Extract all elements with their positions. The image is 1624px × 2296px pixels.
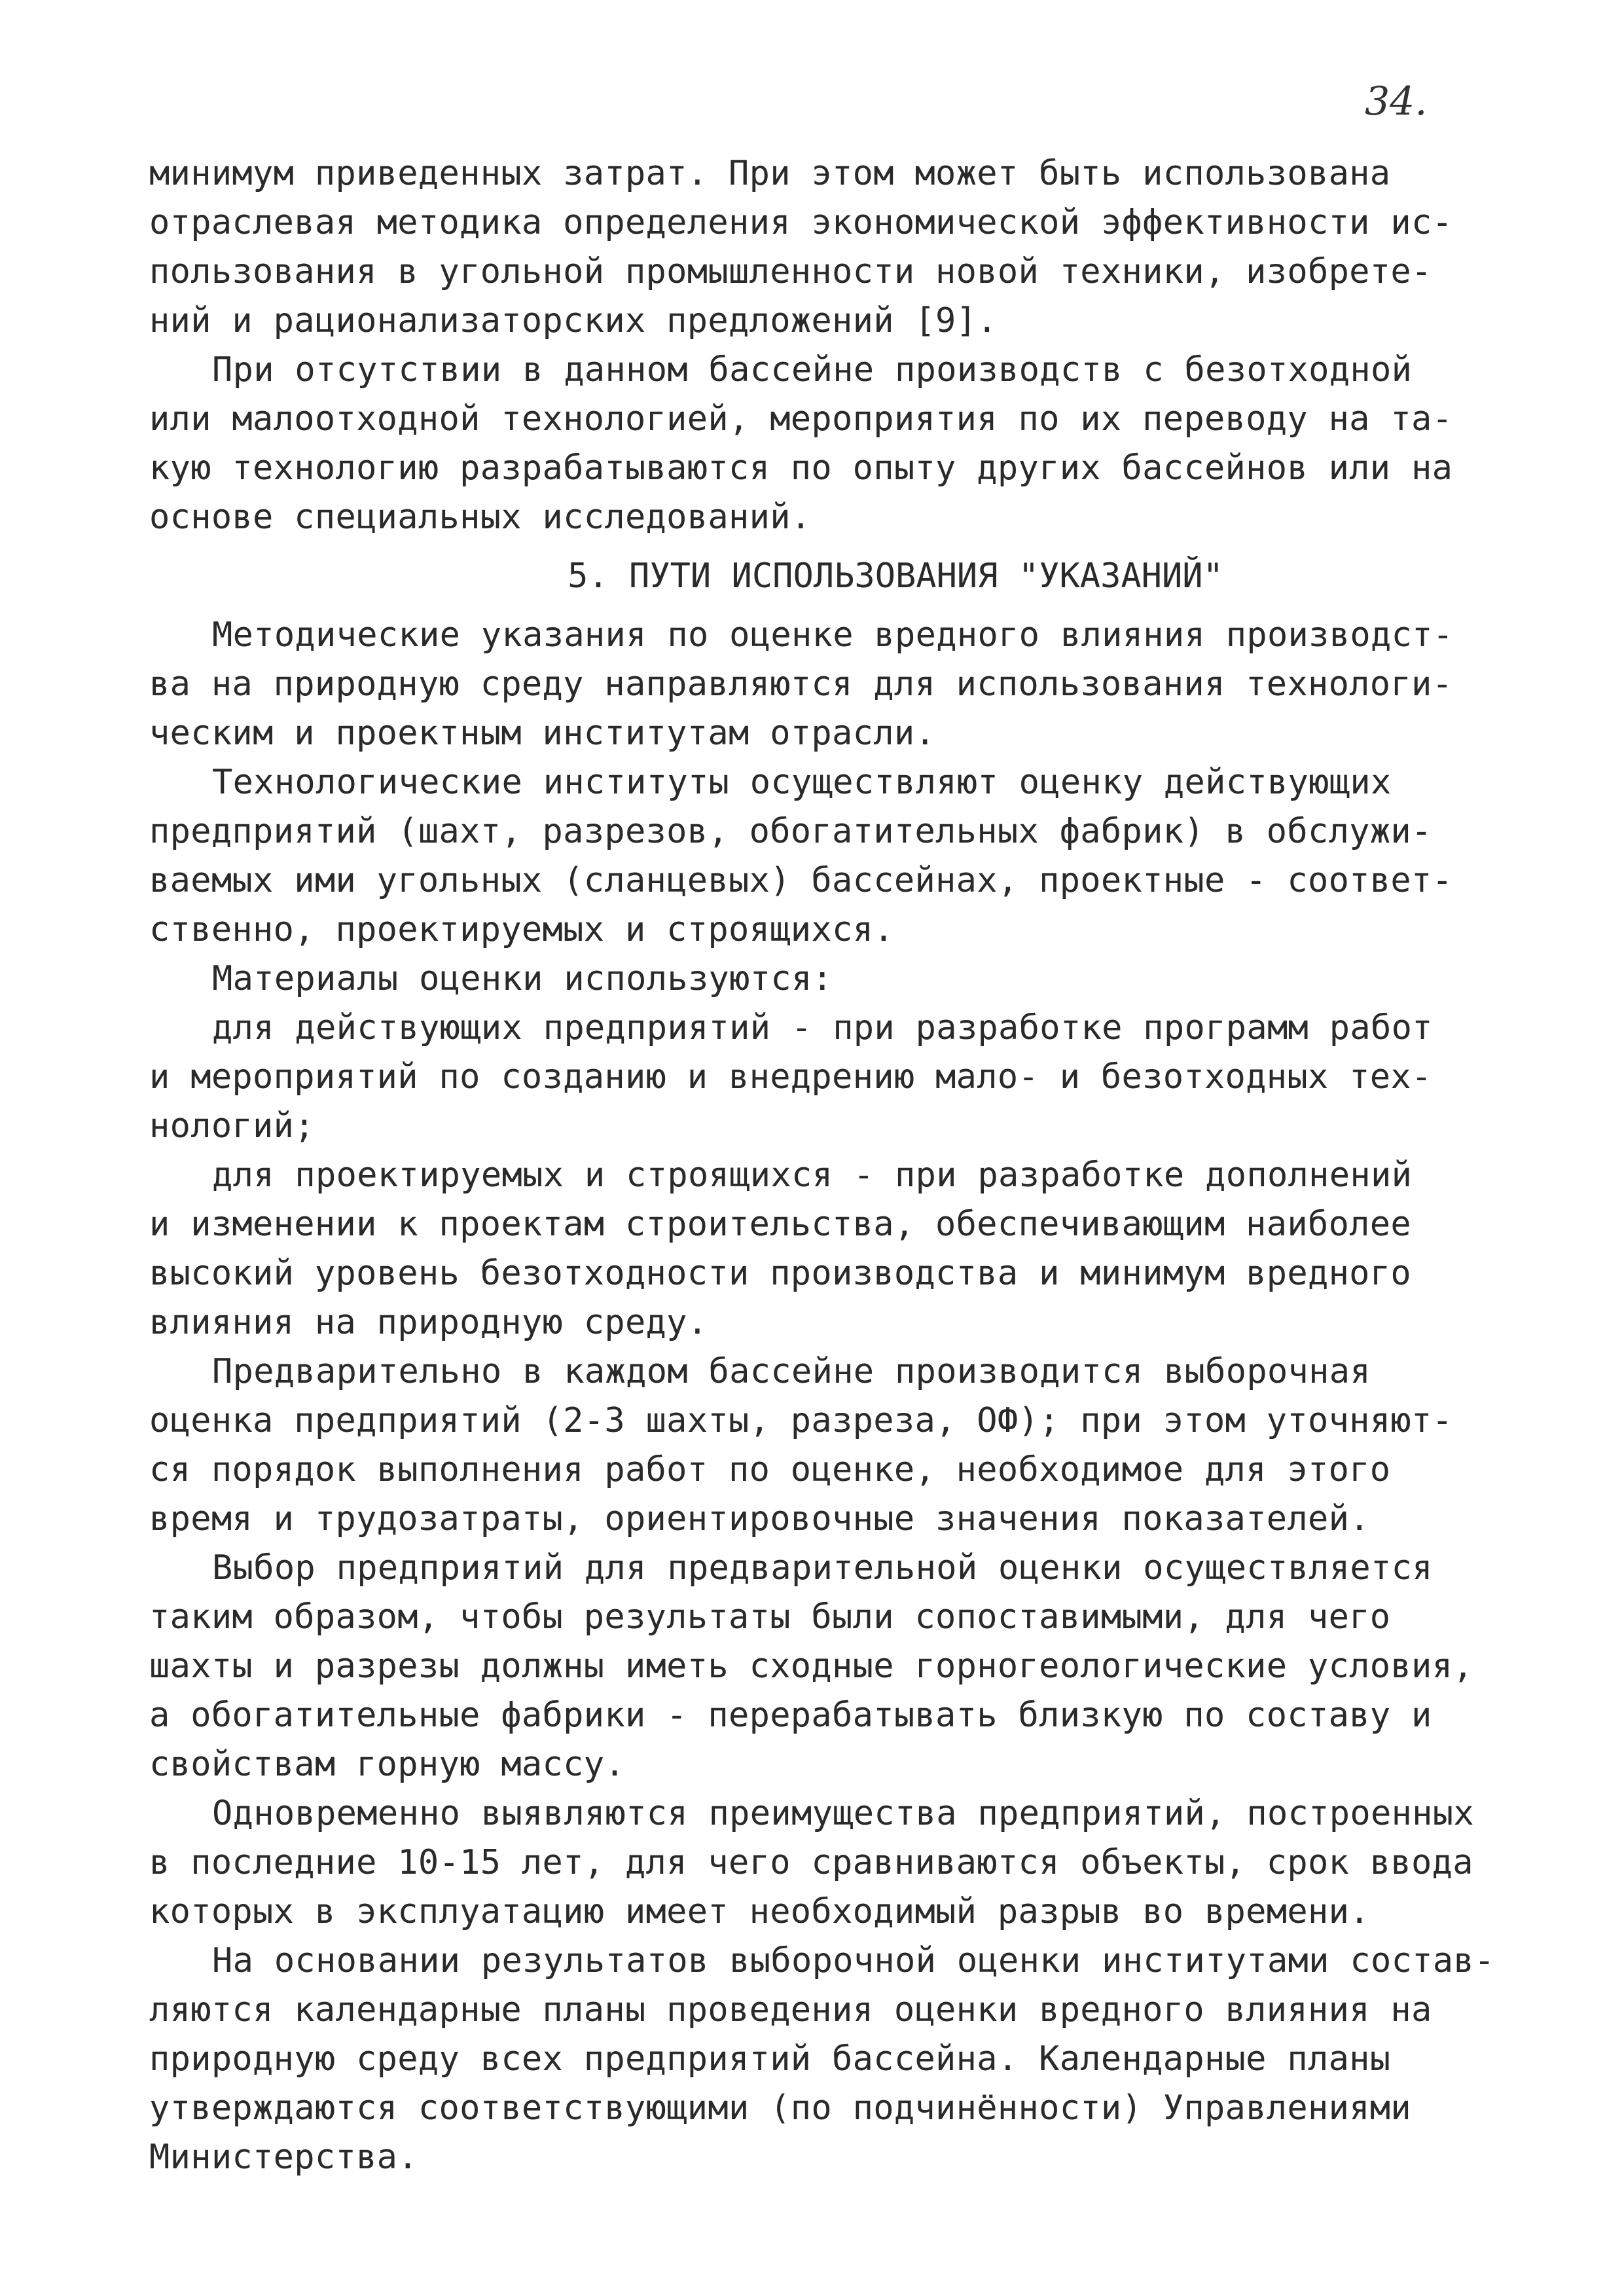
text-line: и изменении к проектам строительства, обеспечивающим наиболее [149,1205,1412,1244]
text-line: ва на природную среду направляются для использования технологи- [149,665,1453,704]
text-line: время и трудозатраты, ориентировочные значения показателей. [149,1499,1370,1539]
text-line: Технологические институты осуществляют оценку действующих [212,763,1392,802]
text-line: и мероприятий по созданию и внедрению мало- и безотходных тех- [149,1057,1432,1097]
text-line: кую технологию разрабатываются по опыту других бассейнов или на [149,448,1453,488]
text-line: влияния на природную среду. [149,1303,708,1342]
text-line: в последние 10-15 лет, для чего сравниваются объекты, срок ввода [149,1843,1473,1882]
text-line: ляются календарные планы проведения оценки вредного влияния на [149,1990,1432,2030]
text-line: нологий; [149,1106,315,1146]
section-heading: 5. ПУТИ ИСПОЛЬЗОВАНИЯ "УКАЗАНИЙ" [568,556,1223,596]
text-line: ваемых ими угольных (сланцевых) бассейнах, проектные - соответ- [149,861,1453,900]
section-paragraph-7 [149,1544,1498,1789]
paragraph-2 [149,346,1498,542]
section-paragraph-6 [149,1347,1498,1544]
text-line: минимум приведенных затрат. При этом может быть использована [149,154,1391,193]
text-line: Одновременно выявляются преимущества предприятий, построенных [212,1794,1475,1833]
text-line: утверждаются соответствующими (по подчинённости) Управлениями [149,2088,1412,2128]
section-paragraph-1 [149,611,1498,758]
text-line: для проектируемых и строящихся - при разработке дополнений [212,1156,1413,1195]
section-paragraph-2 [149,758,1498,955]
text-line: Выбор предприятий для предварительной оценки осуществляется [212,1548,1433,1588]
section-paragraph-5 [149,1151,1498,1347]
text-line: Предварительно в каждом бассейне производится выборочная [212,1352,1371,1391]
text-line: высокий уровень безотходности производства и минимум вредного [149,1254,1412,1293]
text-line: При отсутствии в данном бассейне производств с безотходной [212,350,1413,390]
text-line: ственно, проектируемых и строящихся. [149,910,894,949]
text-line: природную среду всех предприятий бассейна. Календарные планы [149,2039,1391,2079]
paragraph-1 [149,149,1498,346]
text-line: пользования в угольной промышленности новой техники, изобрете- [149,252,1432,291]
text-line: отраслевая методика определения экономической эффективности ис- [149,203,1453,242]
section-paragraph-3 [149,955,1498,1004]
text-line: оценка предприятий (2-3 шахты, разреза, ОФ); при этом уточняют- [149,1401,1453,1440]
page-number: 34. [1365,79,1428,124]
text-line: свойствам горную массу. [149,1745,625,1784]
section-paragraph-4 [149,1004,1498,1151]
section-paragraph-9 [149,1937,1498,2182]
text-line: для действующих предприятий - при разработке программ работ [212,1008,1433,1048]
text-line: основе специальных исследований. [149,498,812,537]
text-line: Министерства. [149,2138,418,2177]
text-line: а обогатительные фабрики - перерабатывать близкую по составу и [149,1696,1432,1735]
text-line: шахты и разрезы должны иметь сходные горногеологические условия, [149,1647,1473,1686]
text-line: которых в эксплуатацию имеет необходимый разрыв во времени. [149,1892,1370,1931]
document-body [149,149,1498,2182]
text-line: таким образом, чтобы результаты были сопоставимыми, для чего [149,1597,1391,1637]
text-line: ся порядок выполнения работ по оценке, необходимое для этого [149,1450,1391,1489]
text-line: ний и рационализаторских предложений [9]. [149,301,998,340]
text-line: На основании результатов выборочной оценки институтами состав- [212,1941,1495,1980]
text-line: Материалы оценки используются: [212,959,833,998]
text-line: Методические указания по оценке вредного влияния производст- [212,615,1454,655]
text-line: или малоотходной технологией, мероприятия по их переводу на та- [149,399,1453,439]
text-line: предприятий (шахт, разрезов, обогатительных фабрик) в обслужи- [149,812,1432,851]
section-paragraph-8 [149,1789,1498,1937]
text-line: ческим и проектным институтам отрасли. [149,714,936,753]
